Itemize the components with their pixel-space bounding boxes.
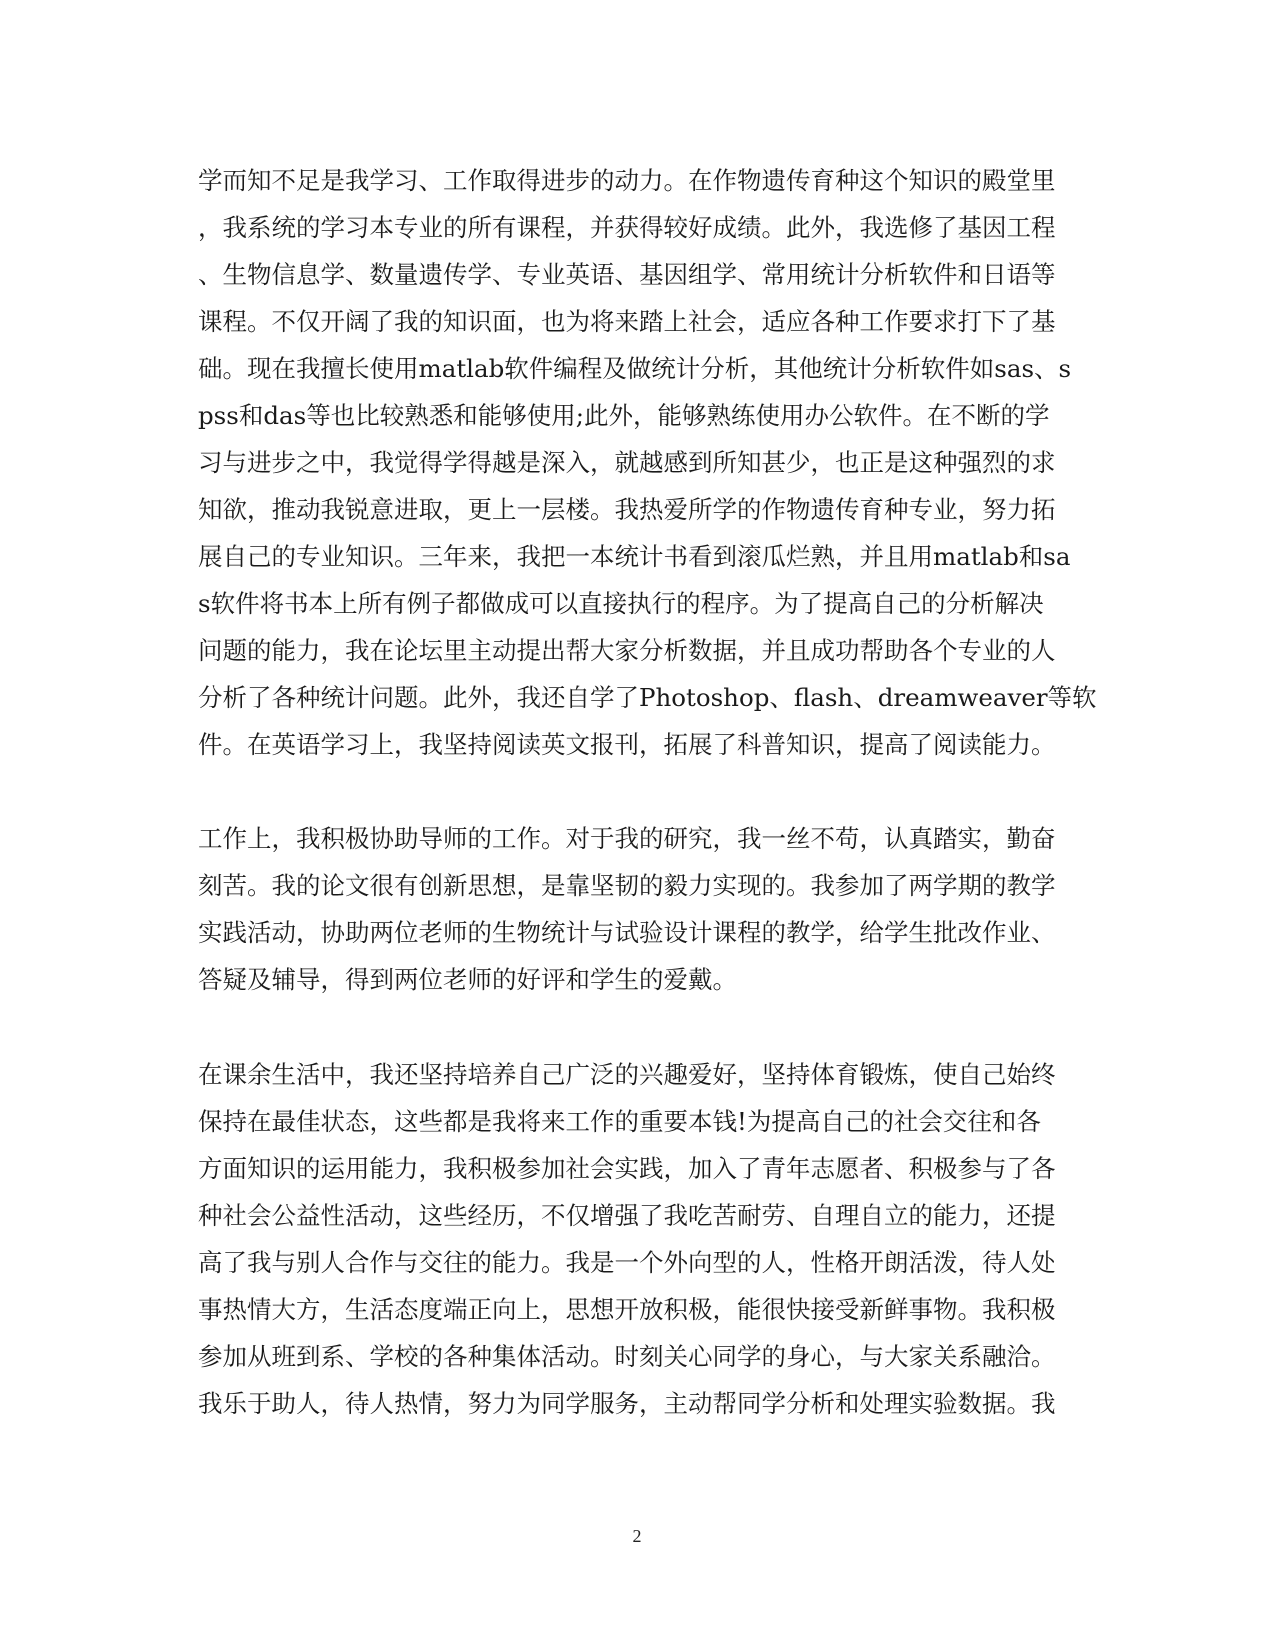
paragraph-3-line-3: 方面知识的运用能力，我积极参加社会实践，加入了青年志愿者、积极参与了各 bbox=[198, 1154, 1056, 1183]
paragraph-1-line-7: 习与进步之中，我觉得学得越是深入，就越感到所知甚少，也正是这种强烈的求 bbox=[198, 448, 1056, 477]
paragraph-3-line-2: 保持在最佳状态，这些都是我将来工作的重要本钱!为提高自己的社会交往和各 bbox=[198, 1107, 1041, 1136]
paragraph-1-line-1: 学而知不足是我学习、工作取得进步的动力。在作物遗传育种这个知识的殿堂里 bbox=[198, 166, 1056, 195]
paragraph-1-line-6: pss和das等也比较熟悉和能够使用;此外，能够熟练使用办公软件。在不断的学 bbox=[198, 401, 1050, 430]
paragraph-1-line-12: 分析了各种统计问题。此外，我还自学了Photoshop、flash、dreamweaver等软 bbox=[198, 683, 1097, 712]
paragraph-2-line-3: 实践活动，协助两位老师的生物统计与试验设计课程的教学，给学生批改作业、 bbox=[198, 918, 1056, 947]
paragraph-1-line-5: 础。现在我擅长使用matlab软件编程及做统计分析，其他统计分析软件如sas、s bbox=[198, 354, 1072, 383]
paragraph-1-line-13: 件。在英语学习上，我坚持阅读英文报刊，拓展了科普知识，提高了阅读能力。 bbox=[198, 730, 1056, 759]
paragraph-2-line-4: 答疑及辅导，得到两位老师的好评和学生的爱戴。 bbox=[198, 965, 737, 994]
paragraph-3-line-5: 高了我与别人合作与交往的能力。我是一个外向型的人，性格开朗活泼，待人处 bbox=[198, 1248, 1056, 1277]
paragraph-1-line-9: 展自己的专业知识。三年来，我把一本统计书看到滚瓜烂熟，并且用matlab和sa bbox=[198, 542, 1071, 571]
paragraph-3-line-1: 在课余生活中，我还坚持培养自己广泛的兴趣爱好，坚持体育锻炼，使自己始终 bbox=[198, 1060, 1056, 1089]
page-number: 2 bbox=[632, 1526, 642, 1546]
paragraph-1-line-10: s软件将书本上所有例子都做成可以直接执行的程序。为了提高自己的分析解决 bbox=[198, 589, 1044, 618]
paragraph-3-line-6: 事热情大方，生活态度端正向上，思想开放积极，能很快接受新鲜事物。我积极 bbox=[198, 1295, 1056, 1324]
paragraph-1-line-4: 课程。不仅开阔了我的知识面，也为将来踏上社会，适应各种工作要求打下了基 bbox=[198, 307, 1056, 336]
paragraph-3-line-7: 参加从班到系、学校的各种集体活动。时刻关心同学的身心，与大家关系融洽。 bbox=[198, 1342, 1056, 1371]
paragraph-2-line-1: 工作上，我积极协助导师的工作。对于我的研究，我一丝不苟，认真踏实，勤奋 bbox=[198, 824, 1056, 853]
paragraph-2-line-2: 刻苦。我的论文很有创新思想，是靠坚韧的毅力实现的。我参加了两学期的教学 bbox=[198, 871, 1056, 900]
paragraph-3-line-8: 我乐于助人，待人热情，努力为同学服务，主动帮同学分析和处理实验数据。我 bbox=[198, 1389, 1056, 1418]
paragraph-1-line-3: 、生物信息学、数量遗传学、专业英语、基因组学、常用统计分析软件和日语等 bbox=[198, 260, 1056, 289]
paragraph-1-line-8: 知欲，推动我锐意进取，更上一层楼。我热爱所学的作物遗传育种专业，努力拓 bbox=[198, 495, 1056, 524]
paragraph-1-line-11: 问题的能力，我在论坛里主动提出帮大家分析数据，并且成功帮助各个专业的人 bbox=[198, 636, 1056, 665]
paragraph-3-line-4: 种社会公益性活动，这些经历，不仅增强了我吃苦耐劳、自理自立的能力，还提 bbox=[198, 1201, 1056, 1230]
paragraph-1-line-2: ，我系统的学习本专业的所有课程，并获得较好成绩。此外，我选修了基因工程 bbox=[198, 213, 1056, 242]
